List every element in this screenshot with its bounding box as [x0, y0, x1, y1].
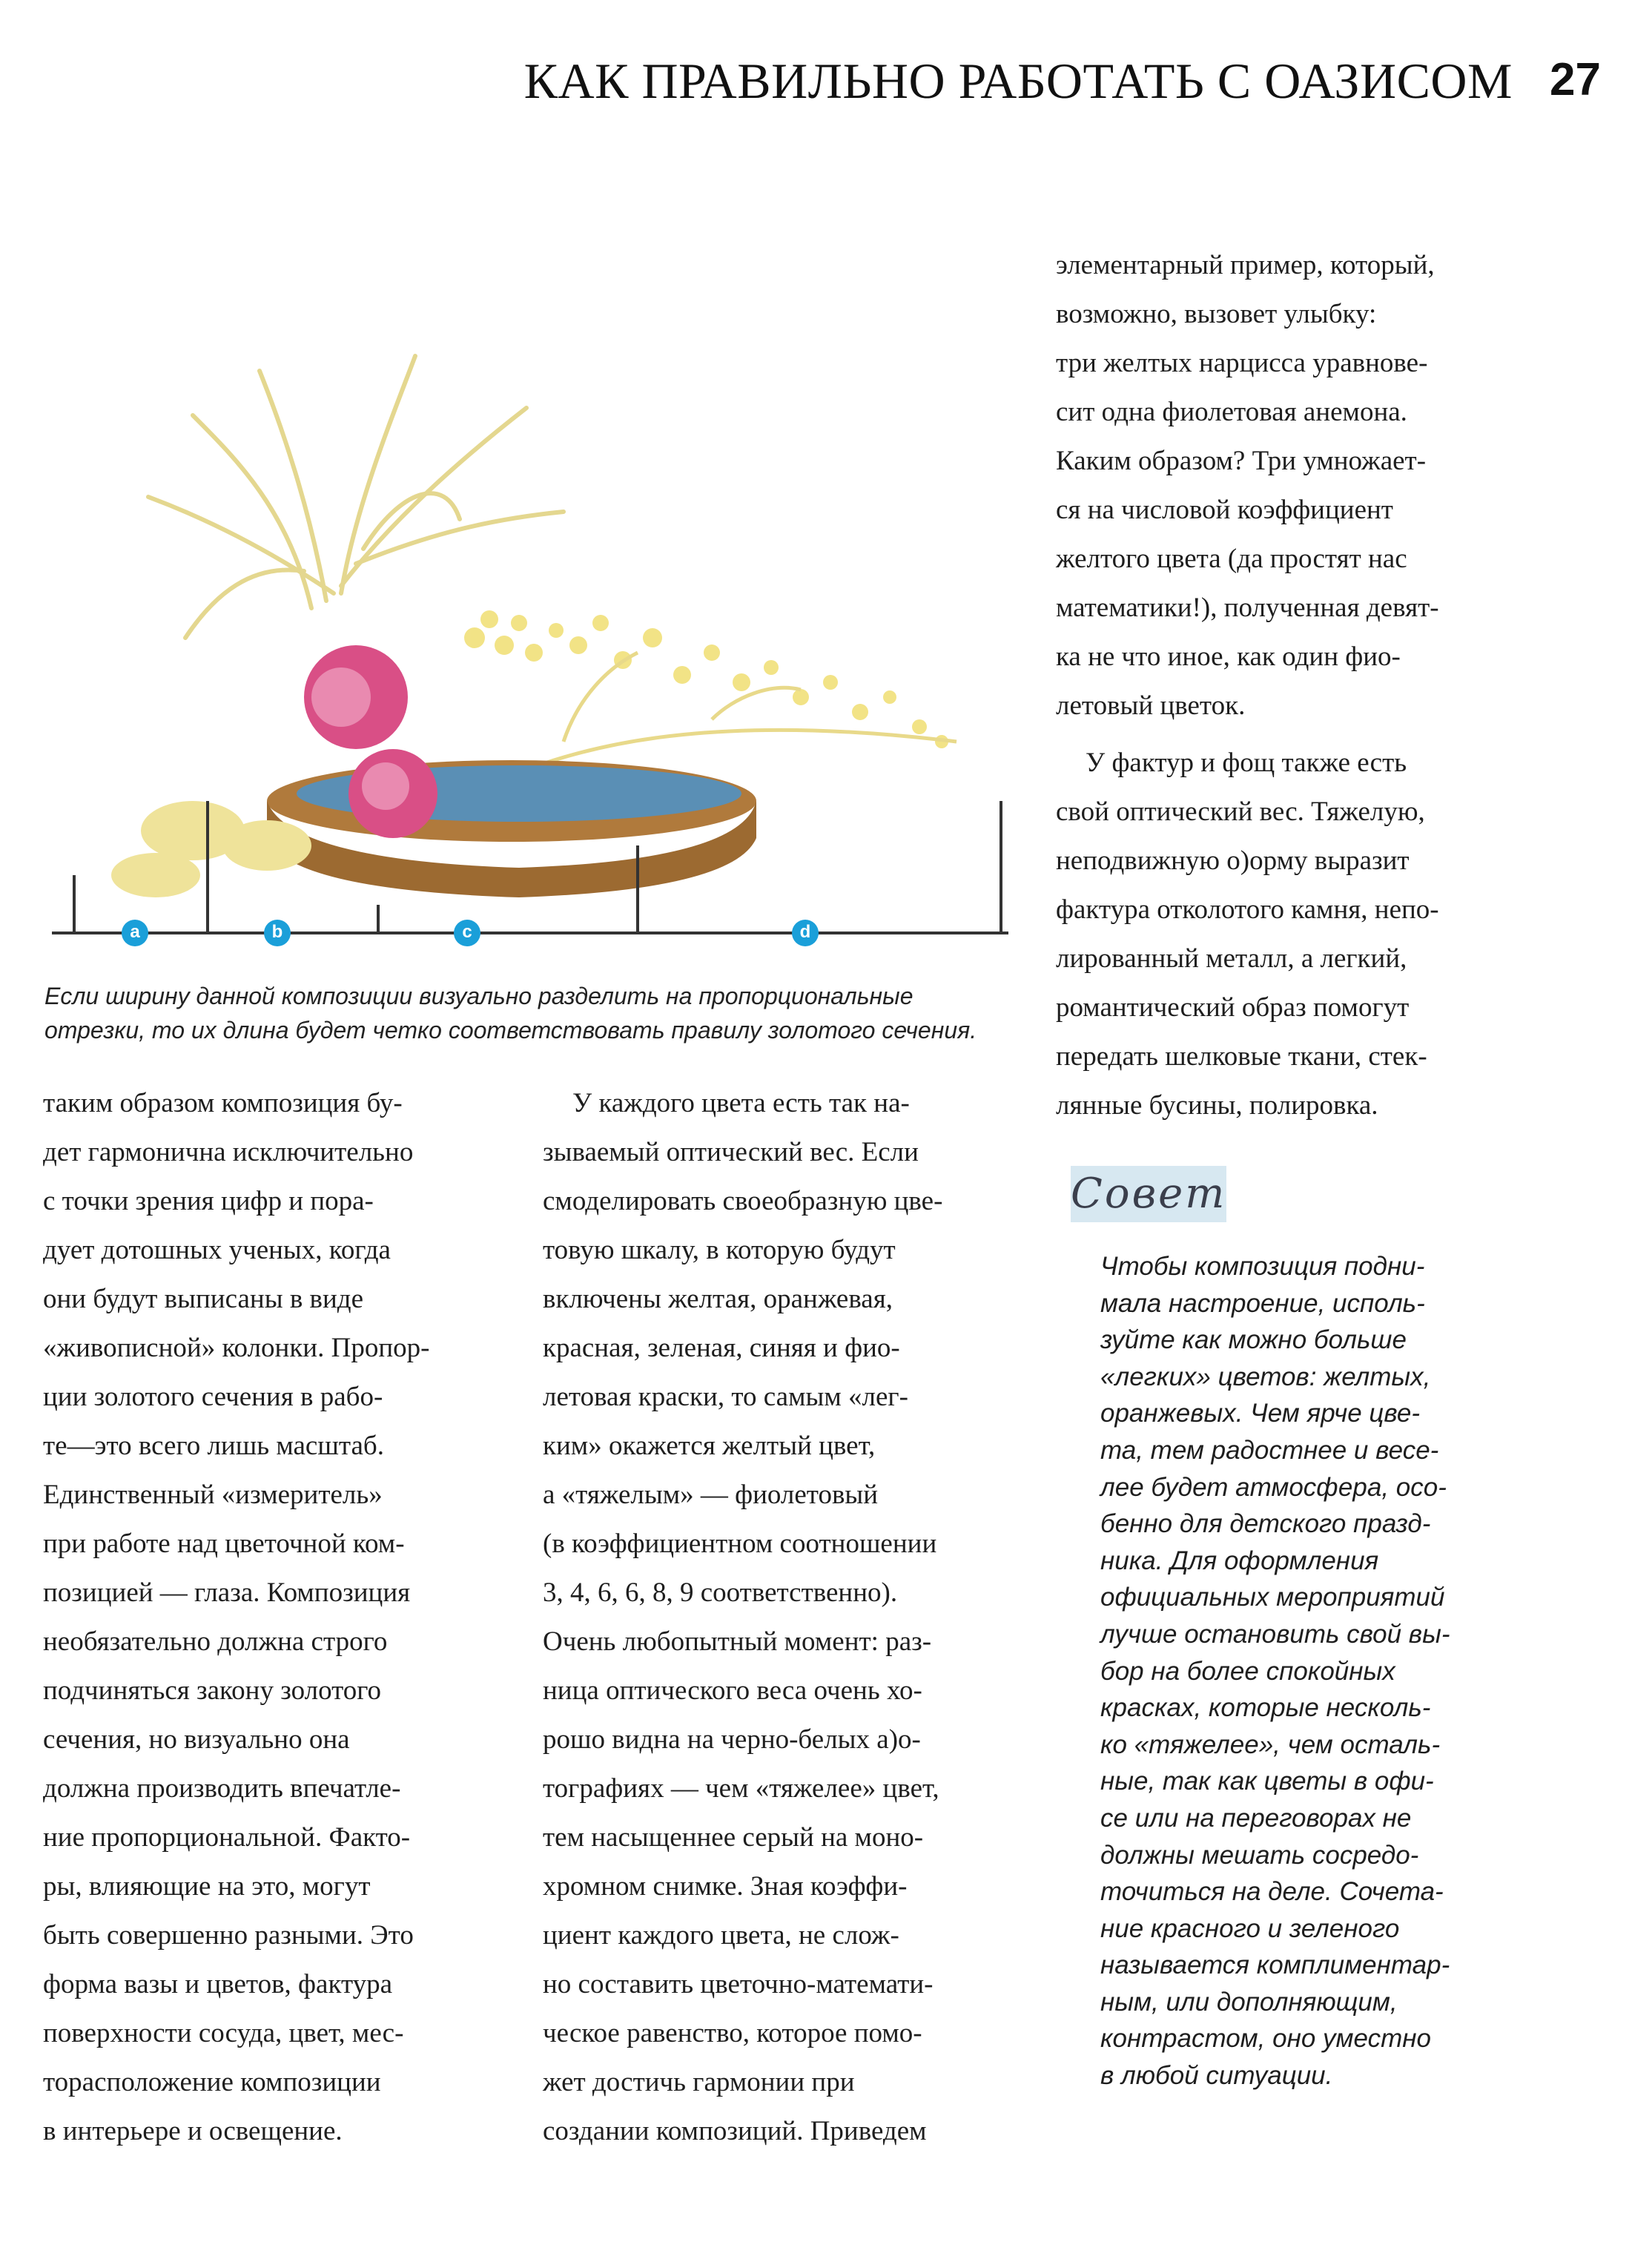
tip-line: оранжевых. Чем ярче цве- [1100, 1399, 1421, 1428]
text-line: тографиях — чем «тяжелее» цвет, [543, 1773, 939, 1804]
caption-line: отрезки, то их длина будет четко соответствовать правилу золотого сечения. [44, 1017, 977, 1043]
text-line: неподвижную о)орму выразит [1056, 845, 1410, 876]
marker-b: b [264, 920, 291, 946]
text-line: должна производить впечатле- [43, 1773, 401, 1804]
text-line: ции золотого сечения в рабо- [43, 1382, 383, 1412]
text-line: с точки зрения цифр и пора- [43, 1186, 374, 1216]
text-line: они будут выписаны в виде [43, 1284, 364, 1314]
text-line: желтого цвета (да простят нас [1056, 544, 1407, 574]
text-line: торасположение композиции [43, 2067, 381, 2097]
tip-line: ные, так как цветы в офи- [1100, 1767, 1434, 1796]
text-line: зываемый оптический вес. Если [543, 1137, 919, 1167]
text-line: ры, влияющие на это, могут [43, 1871, 371, 1902]
bowl [267, 760, 756, 897]
sovet-tip-text [1100, 1248, 1516, 2094]
figure-caption [44, 979, 1038, 1047]
text-line: ка не что иное, как один фио- [1056, 642, 1401, 672]
text-line: возможно, вызовет улыбку: [1056, 299, 1377, 329]
text-line: Очень любопытный момент: раз- [543, 1626, 932, 1657]
text-line: летовая краски, то самым «лег- [543, 1382, 908, 1412]
running-head-title: КАК ПРАВИЛЬНО РАБОТАТЬ С ОАЗИСОМ [523, 53, 1513, 109]
grass-leaves [148, 356, 564, 638]
marker-c: c [454, 920, 480, 946]
tip-line: лучше остановить свой вы- [1100, 1619, 1450, 1649]
tip-line: се или на переговорах не [1100, 1803, 1412, 1833]
text-line: форма вазы и цветов, фактура [43, 1969, 393, 1999]
tip-line: та, тем радостнее и весе- [1100, 1435, 1439, 1465]
tip-line: ко «тяжелее», чем осталь- [1100, 1730, 1441, 1759]
tip-line: мала настроение, исполь- [1100, 1288, 1425, 1318]
text-line: тем насыщеннее серый на моно- [543, 1822, 924, 1853]
text-line: Единственный «измеритель» [43, 1480, 383, 1510]
text-line: таким образом композиция бу- [43, 1088, 403, 1118]
text-line: ница оптического веса очень хо- [543, 1675, 922, 1706]
tip-line: точиться на деле. Сочета- [1100, 1877, 1444, 1907]
text-line: включены желтая, оранжевая, [543, 1284, 893, 1314]
text-line: но составить цветочно-математи- [543, 1969, 934, 1999]
text-line: рошо видна на черно-белых а)о- [543, 1724, 921, 1755]
text-line: быть совершенно разными. Это [43, 1920, 414, 1951]
text-line: Каким образом? Три умножает- [1056, 446, 1427, 476]
tip-line: в любой ситуации. [1100, 2061, 1333, 2091]
text-line: 3, 4, 6, 6, 8, 9 соответственно). [543, 1577, 898, 1608]
tip-line: лее будет атмосфера, осо- [1100, 1472, 1447, 1502]
tip-line: Чтобы композиция подни- [1100, 1252, 1425, 1281]
tip-line: ника. Для оформления [1100, 1546, 1379, 1575]
text-line: красная, зеленая, синяя и фио- [543, 1333, 900, 1363]
text-line: романтический образ помогут [1056, 992, 1410, 1023]
text-line: те—это всего лишь масштаб. [43, 1431, 384, 1461]
page-number: 27 [1550, 54, 1601, 105]
text-line: при работе над цветочной ком- [43, 1529, 405, 1559]
text-line: У фактур и фощ также есть [1086, 748, 1407, 778]
tip-line: красках, которые несколь- [1100, 1693, 1431, 1723]
text-line: У каждого цвета есть так на- [572, 1088, 910, 1118]
tip-line: «легких» цветов: желтых, [1100, 1362, 1431, 1391]
text-column-left [43, 1079, 503, 2156]
tip-line: бенно для детского празд- [1100, 1509, 1431, 1539]
text-line: необязательно должна строго [43, 1626, 388, 1657]
tip-line: ным, или дополняющим, [1100, 1987, 1398, 2017]
text-line: ческое равенство, которое помо- [543, 2018, 922, 2048]
tip-line: контрастом, оно уместно [1100, 2024, 1431, 2054]
caption-line: Если ширину данной композиции визуально разделить на пропорциональные [44, 983, 913, 1009]
text-line: циент каждого цвета, не слож- [543, 1920, 899, 1951]
tip-line: официальных мероприятий [1100, 1583, 1445, 1612]
tip-line: зуйте как можно больше [1100, 1325, 1407, 1355]
text-column-right-bottom [1056, 739, 1530, 1130]
text-line: ся на числовой коэффициент [1056, 495, 1393, 525]
text-line: летовый цветок. [1056, 690, 1246, 721]
tip-line: ние красного и зеленого [1100, 1913, 1400, 1943]
text-line: ние пропорциональной. Факто- [43, 1822, 411, 1853]
text-line: товую шкалу, в которую будут [543, 1235, 896, 1265]
marker-a: a [122, 920, 148, 946]
ikebana-illustration [44, 326, 1008, 964]
text-line: поверхности сосуда, цвет, мес- [43, 2018, 404, 2048]
tip-line: называется комплиментар- [1100, 1951, 1450, 1980]
text-line: «живописной» колонки. Пропор- [43, 1333, 430, 1363]
yellow-sprigs [464, 610, 948, 748]
text-line: хромном снимке. Зная коэффи- [543, 1871, 908, 1902]
text-line: элементарный пример, который, [1056, 250, 1435, 280]
text-line: сит одна фиолетовая анемона. [1056, 397, 1407, 427]
text-line: свой оптический вес. Тяжелую, [1056, 797, 1425, 827]
lower-leaves [111, 801, 311, 897]
text-line: фактура отколотого камня, непо- [1056, 894, 1439, 925]
text-column-middle [543, 1079, 1017, 2156]
marker-d: d [792, 920, 819, 946]
text-column-right-top [1056, 241, 1530, 731]
text-line: сечения, но визуально она [43, 1724, 350, 1755]
text-line: лированный металл, а легкий, [1056, 943, 1407, 974]
text-line: смоделировать своеобразную цве- [543, 1186, 943, 1216]
tip-line: должны мешать сосредо- [1100, 1840, 1419, 1870]
text-line: (в коэффициентном соотношении [543, 1529, 937, 1559]
text-line: жет достичь гармонии при [543, 2067, 855, 2097]
text-line: дет гармонична исключительно [43, 1137, 414, 1167]
text-line: ким» окажется желтый цвет, [543, 1431, 876, 1461]
text-line: в интерьере и освещение. [43, 2116, 343, 2146]
text-line: а «тяжелым» — фиолетовый [543, 1480, 879, 1510]
text-line: три желтых нарцисса уравнове- [1056, 348, 1428, 378]
text-line: позицией — глаза. Композиция [43, 1577, 411, 1608]
tip-line: бор на более спокойных [1100, 1656, 1395, 1686]
text-line: дует дотошных ученых, когда [43, 1235, 391, 1265]
text-line: подчиняться закону золотого [43, 1675, 382, 1706]
text-line: передать шелковые ткани, стек- [1056, 1041, 1427, 1072]
sovet-heading: Совет [1071, 1166, 1226, 1222]
text-line: математики!), полученная девят- [1056, 593, 1439, 623]
text-line: создании композиций. Приведем [543, 2116, 927, 2146]
text-line: лянные бусины, полировка. [1056, 1090, 1378, 1121]
